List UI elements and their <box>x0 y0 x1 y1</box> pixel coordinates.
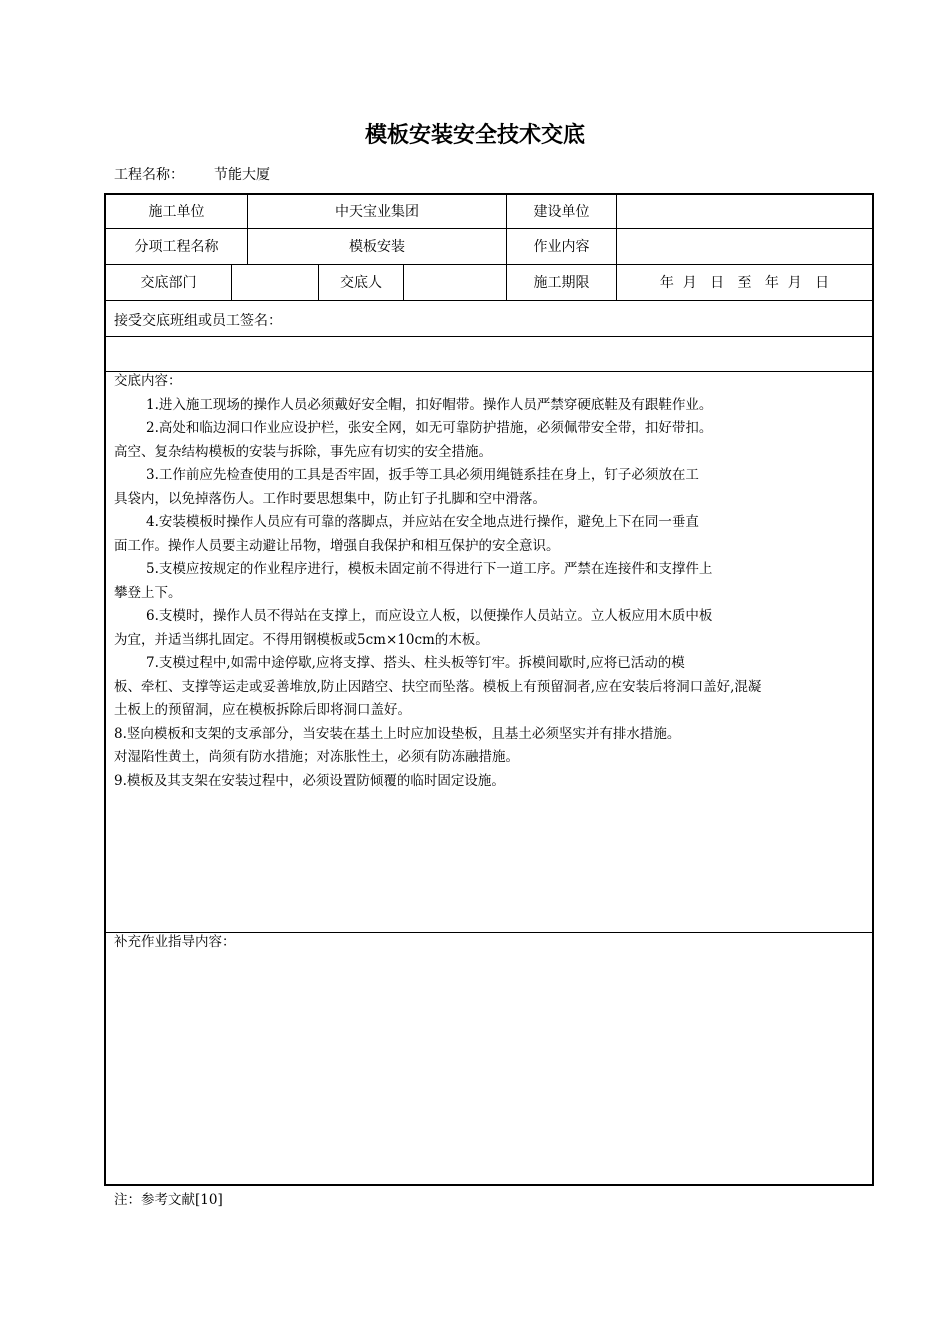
project-name-label: 工程名称： <box>114 167 184 183</box>
content-line: 1.进入施工现场的操作人员必须戴好安全帽，扣好帽带。操作人员严禁穿硬底鞋及有跟鞋作业。 <box>146 396 713 413</box>
content-line: 3.工作前应先检查使用的工具是否牢固，扳手等工具必须用绳链系挂在身上，钉子必须放在工 <box>146 467 699 483</box>
period-value: 年 月 日 至 年 月 日 <box>659 275 830 291</box>
build-unit-label: 建设单位 <box>533 204 590 220</box>
content-label: 交底内容： <box>114 373 182 389</box>
content-line: 9.模板及其支架在安装过程中，必须设置防倾覆的临时固定设施。 <box>114 772 505 789</box>
construction-unit-label: 施工单位 <box>148 204 205 220</box>
content-line: 板、牵杠、支撑等运走或妥善堆放,防止因踏空、扶空而坠落。模板上有预留洞者,应在安装后将洞口盖好,混凝 <box>114 678 762 695</box>
document-title: 模板安装安全技术交底 <box>364 123 585 148</box>
content-line: 为宜，并适当绑扎固定。不得用钢模板或5cm×10cm的木板。 <box>114 631 489 648</box>
person-label: 交底人 <box>340 275 382 291</box>
sub-project-value: 模板安装 <box>349 239 405 255</box>
content-lines <box>114 394 868 794</box>
content-line: 2.高处和临边洞口作业应设护栏，张安全网，如无可靠防护措施，必须佩带安全带，扣好带扣。 <box>146 420 713 436</box>
content-line: 7.支模过程中,如需中途停歇,应将支撑、搭头、柱头板等钉牢。拆模间歇时,应将已活动的模 <box>146 655 685 671</box>
content-line: 土板上的预留洞，应在模板拆除后即将洞口盖好。 <box>114 702 411 718</box>
content-line: 对湿陷性黄土，尚须有防水措施；对冻胀性土，必须有防冻融措施。 <box>114 749 519 765</box>
work-content-label: 作业内容 <box>533 239 590 255</box>
content-line: 4.安装模板时操作人员应有可靠的落脚点，并应站在安全地点进行操作，避免上下在同一垂直 <box>146 514 699 530</box>
content-line: 攀登上下。 <box>114 584 182 601</box>
sub-project-label: 分项工程名称 <box>134 239 219 255</box>
project-name-value: 节能大厦 <box>214 167 270 183</box>
dept-label: 交底部门 <box>140 275 197 291</box>
period-label: 施工期限 <box>533 275 590 291</box>
content-line: 具袋内，以免掉落伤人。工作时要思想集中，防止钉子扎脚和空中滑落。 <box>114 490 546 507</box>
supplement-label: 补充作业指导内容： <box>114 934 236 950</box>
signature-label: 接受交底班组或员工签名： <box>114 313 282 329</box>
reference-note: 注：参考文献[10] <box>114 1192 223 1208</box>
content-line: 高空、复杂结构模板的安装与拆除，事先应有切实的安全措施。 <box>114 443 492 460</box>
content-line: 6.支模时，操作人员不得站在支撑上，而应设立人板，以便操作人员站立。立人板应用木质中板 <box>146 608 713 624</box>
project-name-row <box>114 164 270 184</box>
content-line: 面工作。操作人员要主动避让吊物，增强自我保护和相互保护的安全意识。 <box>114 537 560 554</box>
content-line: 8.竖向模板和支架的支承部分，当安装在基土上时应加设垫板，且基土必须坚实并有排水措施。 <box>114 725 681 742</box>
construction-unit-value: 中天宝业集团 <box>335 204 419 220</box>
disclosure-content <box>114 370 868 793</box>
content-line: 5.支模应按规定的作业程序进行，模板未固定前不得进行下一道工序。严禁在连接件和支撑件上 <box>146 561 713 577</box>
